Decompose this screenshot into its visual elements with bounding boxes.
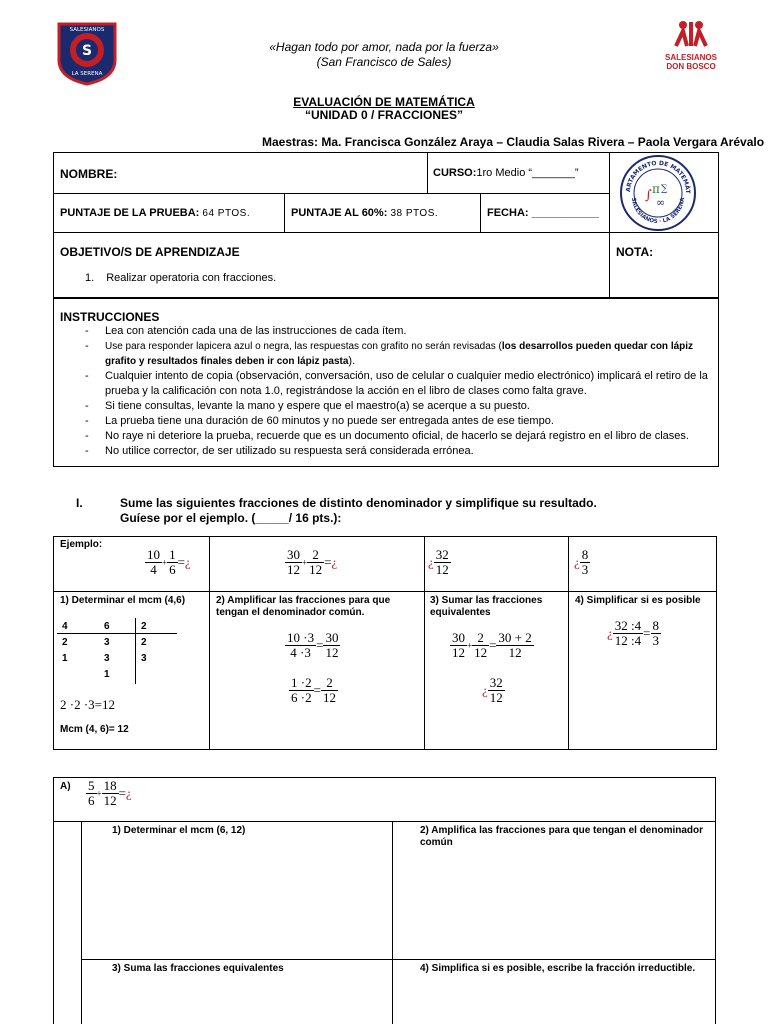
quote-author: (San Francisco de Sales) (316, 55, 452, 69)
puntaje60-field: PUNTAJE AL 60%: 38 PTOS. (291, 207, 439, 219)
problem-a-step1: 1) Determinar el mcm (6, 12) (112, 825, 246, 836)
fecha-field[interactable]: FECHA: ___________ (487, 207, 599, 219)
example-expression: $\frac{10}{4}$ + $\frac{1}{6}$ =¿ (147, 547, 191, 577)
quote: «Hagan todo por amor, nada por la fuerza» (269, 40, 499, 54)
problem-a-step2-answer[interactable] (395, 850, 713, 956)
svg-text:SALESIANOS: SALESIANOS (69, 27, 105, 33)
svg-text:∫: ∫ (645, 188, 652, 203)
problem-a-expression: $\frac{5}{6}$ + $\frac{18}{12}$ =¿ (88, 778, 132, 808)
instruction-item: - No utilice corrector, de ser utilizado su respuesta será considerada errónea. (53, 444, 715, 459)
amplify-first: $\frac{10 \cdot 3}{4 \cdot 3}$ = $\frac{30}{12}$ (287, 630, 339, 660)
section-points[interactable]: Guíese por el ejemplo. (_____/ 16 pts.): (120, 511, 342, 525)
curso-value: 1ro Medio “_______” (476, 167, 579, 179)
amplify-second: $\frac{1 \cdot 2}{6 \cdot 2}$ = $\frac{2}{12}$ (291, 675, 336, 705)
instruction-item: - No raye ni deteriore la prueba, recuerde que es un documento oficial, de hacerlo se dejará registro en el libro de clases. (53, 429, 715, 444)
svg-text:DEPARTAMENTO DE MATEMÁTICA: ARTAMENTO DE MATEMÁT (624, 159, 692, 194)
example-amplified: $\frac{30}{12}$ + $\frac{2}{12}$ =¿ (287, 547, 338, 577)
mcm-product: 2 ·2 ·3=12 (60, 697, 115, 712)
problem-a-step3: 3) Suma las fracciones equivalentes (112, 963, 284, 974)
problem-a-label: A) (60, 781, 71, 792)
instruction-item: - Lea con atención cada una de las instrucciones de cada ítem. (53, 324, 715, 339)
exam-title: EVALUACIÓN DE MATEMÁTICA (293, 95, 475, 109)
example-step2: 2) Amplificar las fracciones para que tengan el denominador común. (216, 595, 391, 618)
section-numeral: I. (76, 496, 83, 510)
nota-label: NOTA: (616, 245, 654, 259)
instruction-item: - Si tiene consultas, levante la mano y espere que el maestro(a) se acerque a su puesto. (53, 399, 715, 414)
curso-label: CURSO: (433, 167, 477, 179)
salesianos-line1: SALESIANOS (664, 53, 717, 62)
example-step3: 3) Sumar las fracciones equivalentes (430, 595, 543, 618)
section-instruction: Sume las siguientes fracciones de distinto denominador y simplifique su resultado. (120, 496, 597, 510)
objetivo-item: 1. Realizar operatoria con fracciones. (85, 272, 277, 284)
svg-text:S: S (81, 43, 93, 59)
mcm-result: Mcm (4, 6)= 12 (60, 724, 129, 735)
problem-a-step1-answer[interactable] (84, 840, 390, 956)
svg-text:LA SERENA: LA SERENA (71, 71, 103, 77)
objetivo-label: OBJETIVO/S DE APRENDIZAJE (60, 245, 240, 259)
sum-equivalent: $\frac{30}{12}$ + $\frac{2}{12}$ = $\frac{30 + 2}{12}$ (452, 630, 532, 660)
example-step4: 4) Simplificar si es posible (575, 595, 701, 606)
exam-subtitle: “UNIDAD 0 / FRACCIONES” (304, 108, 463, 122)
instructions-list (53, 324, 715, 459)
instruction-item: - Use para responder lapicera azul o negra, las respuestas con grafito no serán revisadas (los desarrollos pueden quedar con lápiz grafito y resultados finales deben ir con lápiz pasta). (53, 339, 715, 369)
salesianos-logo (656, 18, 726, 74)
instruction-item: - La prueba tiene una duración de 60 minutos y no puede ser entregada antes de ese tiempo. (53, 414, 715, 429)
problem-a-step2: 2) Amplifica las fracciones para que tengan el denominador común (420, 825, 704, 848)
svg-text:π: π (652, 182, 660, 196)
puntaje-value: 64 PTOS. (202, 208, 251, 219)
curso-field[interactable] (433, 167, 579, 179)
example-step1: 1) Determinar el mcm (4,6) (60, 595, 186, 606)
salesianos-line2: DON BOSCO (666, 62, 716, 71)
instructions-title: INSTRUCCIONES (60, 310, 160, 324)
example-label: Ejemplo: (60, 539, 103, 550)
svg-text:∑: ∑ (661, 184, 668, 194)
svg-text:∞: ∞ (656, 196, 666, 209)
mcm-division-table: 4 6 2 2 3 2 1 3 3 1 (62, 620, 147, 680)
example-simplified: ¿ $\frac{8}{3}$ (574, 547, 589, 577)
instruction-item: - Cualquier intento de copia (observación, conversación, uso de celular o cualquier medio electrónico) implicará el retiro de la prueba y la calificación con nota 1.0, registrándose la acción en el libro de clases como falta grave. (53, 369, 715, 399)
teachers: Maestras: Ma. Francisca González Araya – Claudia Salas Rivera – Paola Vergara Arévalo (262, 135, 765, 149)
simplify-expression: ¿ $\frac{32 :4}{12 :4}$ = $\frac{8}{3}$ (607, 618, 659, 648)
puntaje-field: PUNTAJE DE LA PRUEBA: 64 PTOS. (60, 207, 251, 219)
math-department-seal (618, 153, 698, 233)
sum-result: ¿ $\frac{32}{12}$ (482, 675, 503, 705)
problem-a-step4: 4) Simplifica si es posible, escribe la fracción irreductible. (420, 963, 696, 974)
puntaje60-value: 38 PTOS. (390, 208, 439, 219)
svg-text:SALESIANOS · LA SERENA: SALESIANOS · LA SERENA (629, 197, 687, 226)
example-sum: ¿ $\frac{32}{12}$ (428, 547, 449, 577)
nombre-label: NOMBRE: (60, 167, 118, 181)
